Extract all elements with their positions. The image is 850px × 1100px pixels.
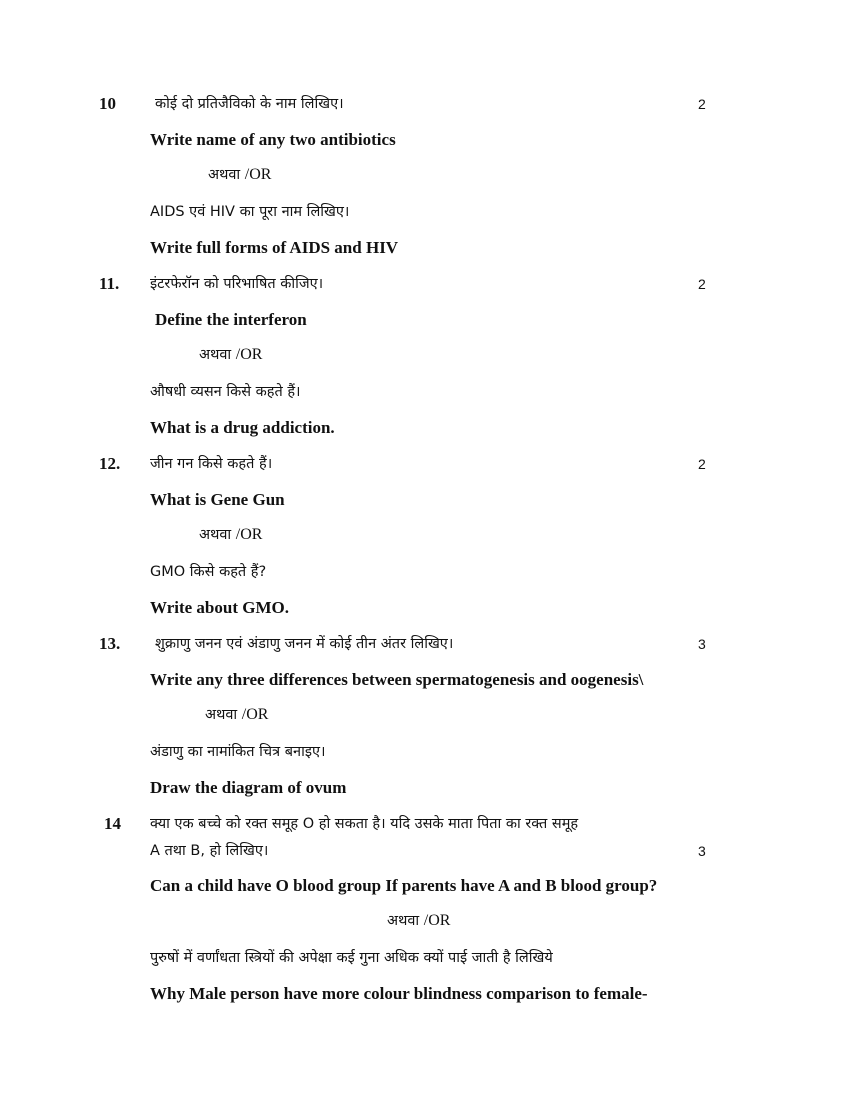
question-marks: 3 — [698, 636, 706, 652]
or-english: /OR — [423, 912, 451, 929]
or-hindi: अथवा — [199, 347, 232, 363]
alternative-hindi: GMO किसे कहते हैं? — [150, 564, 267, 580]
or-hindi: अथवा — [205, 707, 238, 723]
question-english: Write name of any two antibiotics — [150, 130, 396, 149]
alternative-hindi: AIDS एवं HIV का पूरा नाम लिखिए। — [150, 204, 350, 220]
or-english: /OR — [235, 346, 263, 363]
or-separator — [387, 910, 450, 932]
question-marks: 2 — [698, 96, 706, 112]
question-number: 12. — [99, 454, 121, 473]
alternative-english: What is a drug addiction. — [150, 418, 335, 437]
or-hindi: अथवा — [208, 167, 241, 183]
or-separator — [199, 524, 262, 546]
or-hindi: अथवा — [199, 527, 232, 543]
question-number: 11. — [99, 274, 120, 293]
or-english: /OR — [241, 706, 269, 723]
or-separator — [199, 344, 262, 366]
alternative-english: Draw the diagram of ovum — [150, 778, 347, 797]
question-hindi: क्या एक बच्चे को रक्त समूह O हो सकता है। यदि उसके माता पिता का रक्त समूह — [150, 816, 579, 832]
question-marks: 2 — [698, 276, 706, 292]
question-hindi-line2: A तथा B, हो लिखिए। — [150, 843, 269, 859]
or-separator — [208, 164, 271, 186]
question-hindi: इंटरफेरॉन को परिभाषित कीजिए। — [150, 276, 324, 292]
question-hindi: शुक्राणु जनन एवं अंडाणु जनन में कोई तीन अंतर लिखिए। — [155, 636, 454, 652]
question-marks: 3 — [698, 843, 706, 859]
alternative-hindi: अंडाणु का नामांकित चित्र बनाइए। — [150, 744, 326, 760]
question-hindi: कोई दो प्रतिजैविको के नाम लिखिए। — [155, 96, 344, 112]
or-hindi: अथवा — [387, 913, 420, 929]
or-english: /OR — [244, 166, 272, 183]
alternative-english: Why Male person have more colour blindness comparison to female- — [150, 984, 648, 1003]
alternative-hindi: पुरुषों में वर्णांधता स्त्रियों की अपेक्षा कई गुना अधिक क्यों पाई जाती है लिखिये — [150, 950, 553, 966]
question-number: 14 — [104, 814, 121, 833]
question-english: Can a child have O blood group If parents have A and B blood group? — [150, 876, 658, 895]
or-english: /OR — [235, 526, 263, 543]
alternative-english: Write full forms of AIDS and HIV — [150, 238, 399, 257]
alternative-hindi: औषधी व्यसन किसे कहते हैं। — [150, 384, 301, 400]
question-number: 13. — [99, 634, 121, 653]
question-hindi: जीन गन किसे कहते हैं। — [150, 456, 273, 472]
alternative-english: Write about GMO. — [150, 598, 289, 617]
question-english: Define the interferon — [155, 310, 307, 329]
or-separator — [205, 704, 268, 726]
question-number: 10 — [99, 94, 116, 113]
question-english: What is Gene Gun — [150, 490, 285, 509]
question-marks: 2 — [698, 456, 706, 472]
question-english: Write any three differences between spermatogenesis and oogenesis\ — [150, 670, 644, 689]
